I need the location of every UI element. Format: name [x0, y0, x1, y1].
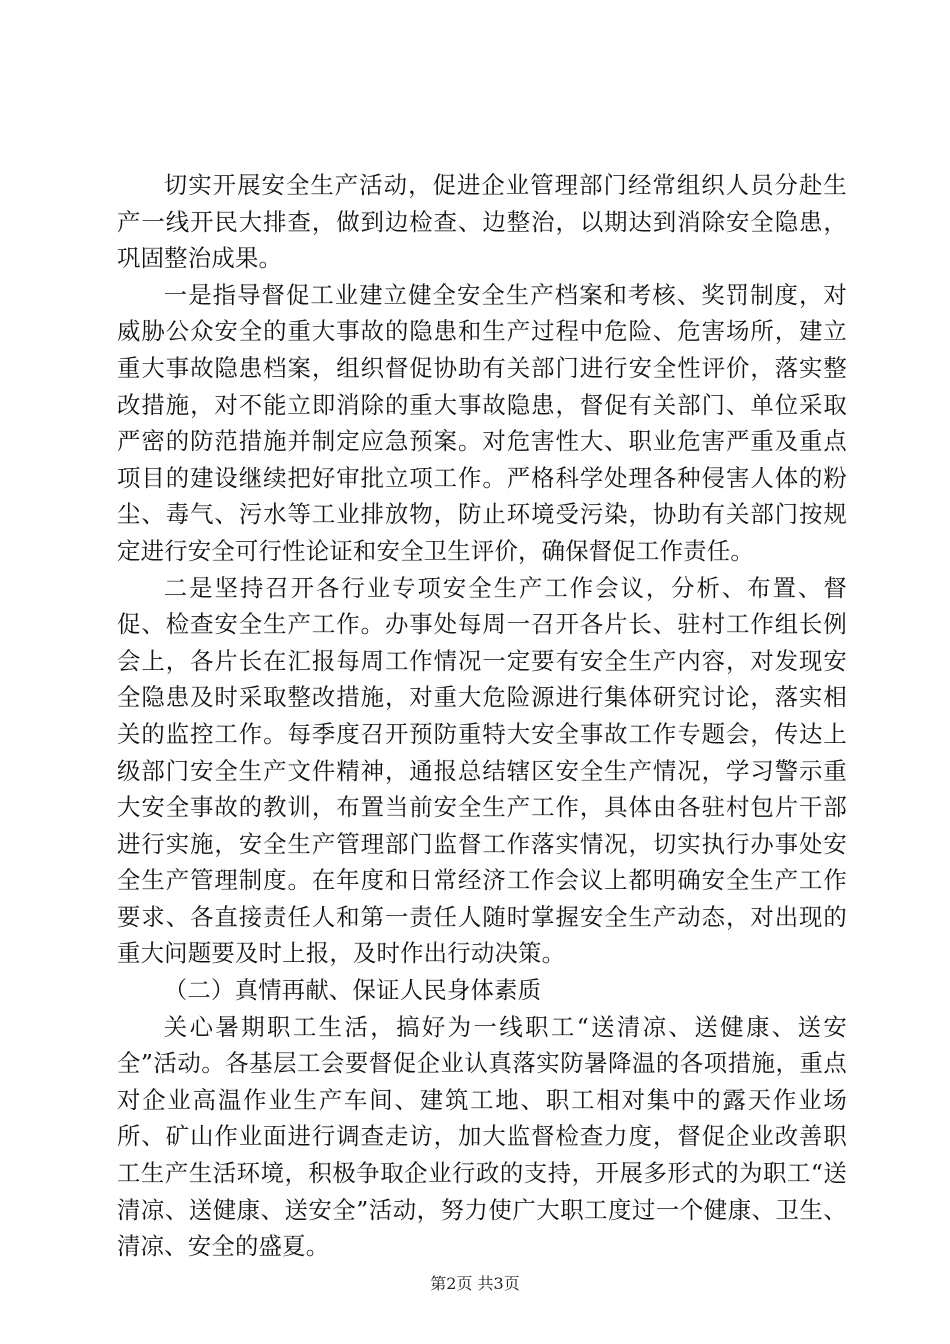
paragraph-summer-care: 关心暑期职工生活，搞好为一线职工“送清凉、送健康、送安全”活动。各基层工会要督促企业认真落实防暑降温的各项措施，重点对企业高温作业生产车间、建筑工地、职工相对集中的露天作业场所、矿山作业面进行调查走访，加大监督检查力度，督促企业改善职工生产生活环境，积极争取企业行政的支持，开展多形式的为职工“送清凉、送健康、送安全”活动，努力使广大职工度过一个健康、卫生、清凉、安全的盛夏。 [117, 1012, 847, 1261]
section-heading: （二）真情再献、保证人民身体素质 [163, 976, 542, 1005]
paragraph-point-one: 一是指导督促工业建立健全安全生产档案和考核、奖罚制度，对威胁公众安全的重大事故的隐患和生产过程中危险、危害场所，建立重大事故隐患档案，组织督促协助有关部门进行安全性评价，落实整改措施，对不能立即消除的重大事故隐患，督促有关部门、单位采取严密的防范措施并制定应急预案。对危害性大、职业危害严重及重点项目的建设继续把好审批立项工作。严格科学处理各种侵害人体的粉尘、毒气、污水等工业排放物，防止环境受污染，协助有关部门按规定进行安全可行性论证和安全卫生评价，确保督促工作责任。 [117, 280, 847, 565]
paragraph-safety-activities: 切实开展安全生产活动，促进企业管理部门经常组织人员分赴生产一线开民大排查，做到边检查、边整治，以期达到消除安全隐患，巩固整治成果。 [117, 171, 847, 273]
page-number-footer: 第2页 共3页 [430, 1274, 520, 1293]
document-body [117, 167, 847, 1265]
paragraph-point-two: 二是坚持召开各行业专项安全生产工作会议，分析、布置、督促、检查安全生产工作。办事处每周一召开各片长、驻村工作组长例会上，各片长在汇报每周工作情况一定要有安全生产内容，对发现安全隐患及时采取整改措施，对重大危险源进行集体研究讨论，落实相关的监控工作。每季度召开预防重特大安全事故工作专题会，传达上级部门安全生产文件精神，通报总结辖区安全生产情况，学习警示重大安全事故的教训，布置当前安全生产工作，具体由各驻村包片干部进行实施，安全生产管理部门监督工作落实情况，切实执行办事处安全生产管理制度。在年度和日常经济工作会议上都明确安全生产工作要求、各直接责任人和第一责任人随时掌握安全生产动态，对出现的重大问题要及时上报，及时作出行动决策。 [117, 573, 847, 968]
